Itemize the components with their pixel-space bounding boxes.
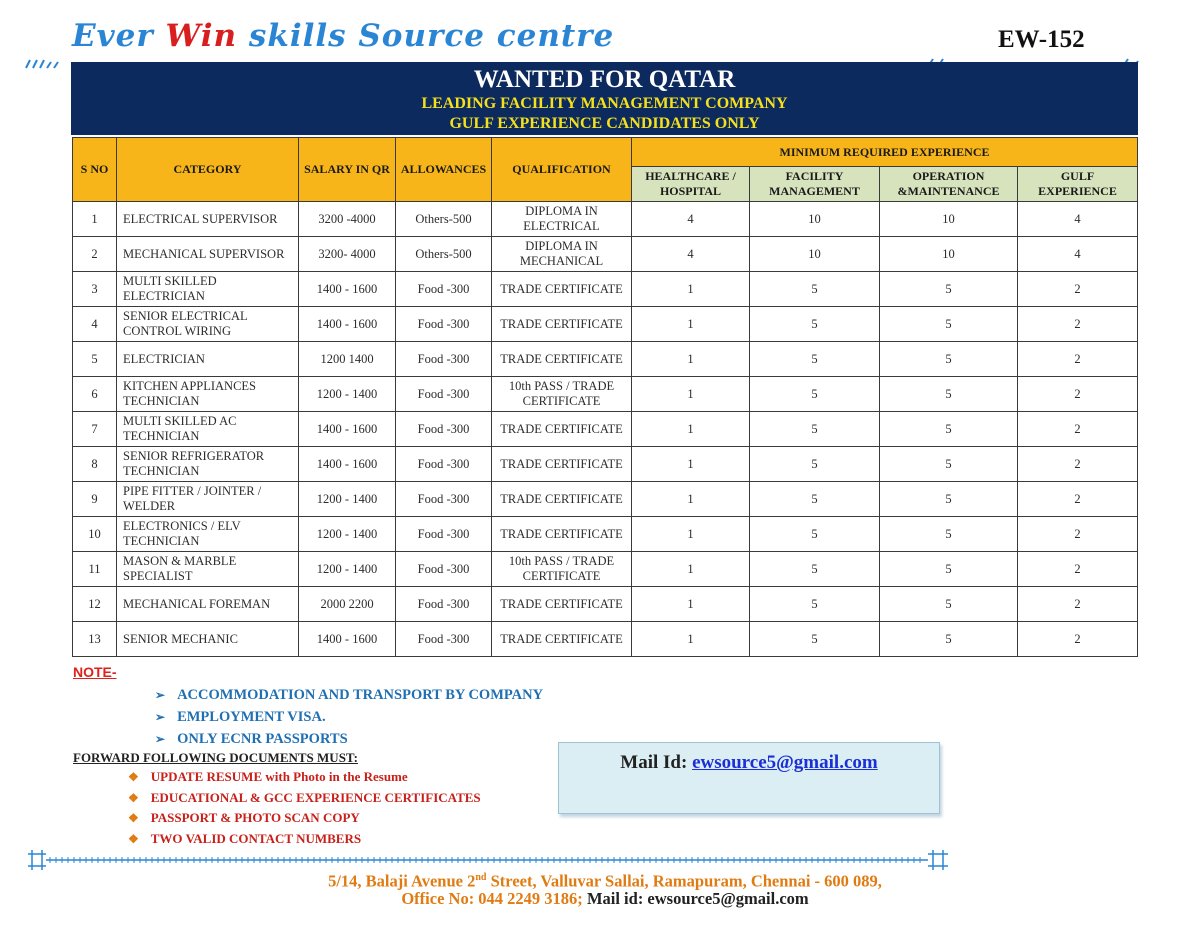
cell-allowance: Others-500 xyxy=(396,202,492,237)
doc-item xyxy=(128,808,481,829)
cell-exp-healthcare: 1 xyxy=(632,342,750,377)
cell-exp-gulf: 2 xyxy=(1018,587,1138,622)
doc-text: PASSPORT & PHOTO SCAN COPY xyxy=(150,810,360,825)
brand-win: Win xyxy=(165,18,238,54)
cell-sno: 12 xyxy=(73,587,117,622)
cell-qualification: 10th PASS / TRADE CERTIFICATE xyxy=(492,377,632,412)
note-text: EMPLOYMENT VISA. xyxy=(177,709,326,725)
table-row xyxy=(73,587,1138,622)
cell-qualification: TRADE CERTIFICATE xyxy=(492,307,632,342)
diamond-bullet-icon: ❖ xyxy=(128,790,139,805)
address-post: Street, Valluvar Sallai, Ramapuram, Chennai - 600 089, xyxy=(486,871,882,891)
cell-salary: 1400 - 1600 xyxy=(299,307,396,342)
cell-exp-healthcare: 1 xyxy=(632,587,750,622)
cell-category: KITCHEN APPLIANCES TECHNICIAN xyxy=(117,377,299,412)
cell-qualification: TRADE CERTIFICATE xyxy=(492,482,632,517)
cell-salary: 1200 - 1400 xyxy=(299,552,396,587)
cell-allowance: Food -300 xyxy=(396,412,492,447)
cell-exp-operation: 10 xyxy=(880,202,1018,237)
cell-allowance: Food -300 xyxy=(396,517,492,552)
cell-sno: 7 xyxy=(73,412,117,447)
cell-exp-gulf: 2 xyxy=(1018,272,1138,307)
cell-category: ELECTRICAL SUPERVISOR xyxy=(117,202,299,237)
arrow-bullet-icon: ➢ xyxy=(155,688,166,702)
cell-exp-healthcare: 1 xyxy=(632,482,750,517)
note-item xyxy=(155,684,543,706)
cell-sno: 13 xyxy=(73,622,117,657)
cell-exp-gulf: 2 xyxy=(1018,377,1138,412)
cell-exp-operation: 5 xyxy=(880,412,1018,447)
cell-exp-healthcare: 1 xyxy=(632,447,750,482)
cell-category: SENIOR REFRIGERATOR TECHNICIAN xyxy=(117,447,299,482)
cell-category: ELECTRICIAN xyxy=(117,342,299,377)
cell-exp-facility: 5 xyxy=(750,377,880,412)
header-experience-group: MINIMUM REQUIRED EXPERIENCE xyxy=(632,138,1138,167)
cell-exp-gulf: 4 xyxy=(1018,237,1138,272)
cell-exp-facility: 5 xyxy=(750,307,880,342)
header-banner xyxy=(71,62,1138,135)
brand-ever: Ever xyxy=(72,18,154,54)
cell-qualification: 10th PASS / TRADE CERTIFICATE xyxy=(492,552,632,587)
cell-exp-gulf: 2 xyxy=(1018,307,1138,342)
table-row xyxy=(73,272,1138,307)
cell-sno: 8 xyxy=(73,447,117,482)
cell-qualification: TRADE CERTIFICATE xyxy=(492,517,632,552)
cell-exp-facility: 5 xyxy=(750,272,880,307)
cell-category: MECHANICAL SUPERVISOR xyxy=(117,237,299,272)
table-row xyxy=(73,202,1138,237)
mail-link[interactable]: ewsource5@gmail.com xyxy=(692,752,878,773)
header-exp-gulf: GULF EXPERIENCE xyxy=(1018,167,1138,202)
cell-exp-gulf: 2 xyxy=(1018,622,1138,657)
cell-sno: 11 xyxy=(73,552,117,587)
cell-category: PIPE FITTER / JOINTER / WELDER xyxy=(117,482,299,517)
cell-exp-operation: 5 xyxy=(880,587,1018,622)
header-sno: S NO xyxy=(73,138,117,202)
mail-label: Mail Id: xyxy=(620,752,693,773)
table-row xyxy=(73,377,1138,412)
cell-exp-operation: 10 xyxy=(880,237,1018,272)
arrow-bullet-icon: ➢ xyxy=(155,710,166,724)
table-row xyxy=(73,447,1138,482)
diamond-bullet-icon: ❖ xyxy=(128,811,139,825)
cell-exp-operation: 5 xyxy=(880,482,1018,517)
doc-text: TWO VALID CONTACT NUMBERS xyxy=(150,830,362,846)
cell-exp-healthcare: 1 xyxy=(632,377,750,412)
cell-salary: 1400 - 1600 xyxy=(299,622,396,657)
cell-allowance: Food -300 xyxy=(396,307,492,342)
cell-sno: 2 xyxy=(73,237,117,272)
brand-rest: skills Source centre xyxy=(248,18,615,54)
cell-salary: 2000 2200 xyxy=(299,587,396,622)
forward-docs-title: FORWARD FOLLOWING DOCUMENTS MUST: xyxy=(73,750,358,765)
office-phone: Office No: 044 2249 3186; xyxy=(401,889,583,908)
note-text: ONLY ECNR PASSPORTS xyxy=(177,731,348,747)
table-row xyxy=(73,412,1138,447)
cell-category: MULTI SKILLED AC TECHNICIAN xyxy=(117,412,299,447)
header-exp-facility: FACILITY MANAGEMENT xyxy=(750,167,880,202)
cell-exp-gulf: 2 xyxy=(1018,447,1138,482)
cell-qualification: TRADE CERTIFICATE xyxy=(492,447,632,482)
cell-sno: 9 xyxy=(73,482,117,517)
cell-sno: 4 xyxy=(73,307,117,342)
banner-company: LEADING FACILITY MANAGEMENT COMPANY xyxy=(421,95,788,112)
cell-qualification: TRADE CERTIFICATE xyxy=(492,272,632,307)
cell-qualification: TRADE CERTIFICATE xyxy=(492,412,632,447)
note-label: NOTE- xyxy=(73,664,117,680)
cell-exp-facility: 5 xyxy=(750,342,880,377)
cell-exp-healthcare: 1 xyxy=(632,552,750,587)
banner-requirement: GULF EXPERIENCE CANDIDATES ONLY xyxy=(449,115,760,132)
cell-exp-facility: 5 xyxy=(750,482,880,517)
address-sup: nd xyxy=(475,872,487,883)
cell-sno: 1 xyxy=(73,202,117,237)
mail-line xyxy=(559,752,939,774)
cell-salary: 1200 - 1400 xyxy=(299,482,396,517)
cell-exp-operation: 5 xyxy=(880,622,1018,657)
cell-exp-operation: 5 xyxy=(880,307,1018,342)
cell-category: MULTI SKILLED ELECTRICIAN xyxy=(117,272,299,307)
cell-salary: 1400 - 1600 xyxy=(299,447,396,482)
table-row xyxy=(73,237,1138,272)
cell-exp-facility: 10 xyxy=(750,237,880,272)
cell-qualification: TRADE CERTIFICATE xyxy=(492,342,632,377)
cell-qualification: TRADE CERTIFICATE xyxy=(492,622,632,657)
cell-sno: 5 xyxy=(73,342,117,377)
cell-salary: 1200 - 1400 xyxy=(299,377,396,412)
cell-sno: 10 xyxy=(73,517,117,552)
cell-sno: 6 xyxy=(73,377,117,412)
cell-qualification: DIPLOMA IN ELECTRICAL xyxy=(492,202,632,237)
cell-exp-facility: 5 xyxy=(750,412,880,447)
doc-item xyxy=(128,767,481,788)
cell-exp-facility: 5 xyxy=(750,517,880,552)
table-row xyxy=(73,342,1138,377)
header-qualification: QUALIFICATION xyxy=(492,138,632,202)
cell-exp-facility: 10 xyxy=(750,202,880,237)
table-row xyxy=(73,482,1138,517)
cell-allowance: Food -300 xyxy=(396,482,492,517)
cell-exp-operation: 5 xyxy=(880,377,1018,412)
cell-exp-operation: 5 xyxy=(880,447,1018,482)
header-category: CATEGORY xyxy=(117,138,299,202)
cell-exp-gulf: 4 xyxy=(1018,202,1138,237)
cell-exp-operation: 5 xyxy=(880,552,1018,587)
cell-exp-facility: 5 xyxy=(750,447,880,482)
note-text: ACCOMMODATION AND TRANSPORT BY COMPANY xyxy=(177,687,544,703)
doc-text: UPDATE RESUME with Photo in the Resume xyxy=(150,769,408,784)
cell-salary: 3200 -4000 xyxy=(299,202,396,237)
diamond-bullet-icon: ❖ xyxy=(128,770,139,784)
cell-exp-healthcare: 1 xyxy=(632,517,750,552)
table-row xyxy=(73,622,1138,657)
cell-category: SENIOR ELECTRICAL CONTROL WIRING xyxy=(117,307,299,342)
cell-allowance: Food -300 xyxy=(396,622,492,657)
table-row xyxy=(73,552,1138,587)
cell-exp-healthcare: 1 xyxy=(632,412,750,447)
cell-allowance: Food -300 xyxy=(396,377,492,412)
cell-exp-operation: 5 xyxy=(880,517,1018,552)
cell-allowance: Food -300 xyxy=(396,587,492,622)
cell-category: MECHANICAL FOREMAN xyxy=(117,587,299,622)
cell-salary: 1200 - 1400 xyxy=(299,517,396,552)
cell-exp-healthcare: 4 xyxy=(632,237,750,272)
mail-box xyxy=(558,742,940,814)
header-salary: SALARY IN QR xyxy=(299,138,396,202)
arrow-bullet-icon: ➢ xyxy=(155,732,166,746)
header-exp-operation: OPERATION &MAINTENANCE xyxy=(880,167,1018,202)
ad-code: EW-152 xyxy=(998,26,1085,53)
footer-contact xyxy=(0,889,1200,909)
table-row xyxy=(73,307,1138,342)
doc-text: EDUCATIONAL & GCC EXPERIENCE CERTIFICATES xyxy=(150,789,481,805)
jobs-table xyxy=(72,137,1138,657)
note-item xyxy=(155,706,543,728)
cell-salary: 1200 1400 xyxy=(299,342,396,377)
diamond-bullet-icon: ❖ xyxy=(128,831,139,846)
cell-exp-gulf: 2 xyxy=(1018,482,1138,517)
cell-allowance: Food -300 xyxy=(396,342,492,377)
header-exp-healthcare: HEALTHCARE / HOSPITAL xyxy=(632,167,750,202)
cell-category: ELECTRONICS / ELV TECHNICIAN xyxy=(117,517,299,552)
cell-exp-gulf: 2 xyxy=(1018,342,1138,377)
cell-exp-healthcare: 1 xyxy=(632,272,750,307)
cell-salary: 1400 - 1600 xyxy=(299,412,396,447)
banner-title: WANTED FOR QATAR xyxy=(473,66,736,93)
cell-salary: 1400 - 1600 xyxy=(299,272,396,307)
cell-allowance: Food -300 xyxy=(396,447,492,482)
cell-exp-facility: 5 xyxy=(750,622,880,657)
cell-category: SENIOR MECHANIC xyxy=(117,622,299,657)
note-item xyxy=(155,728,543,750)
cell-exp-facility: 5 xyxy=(750,552,880,587)
cell-exp-gulf: 2 xyxy=(1018,412,1138,447)
cell-salary: 3200- 4000 xyxy=(299,237,396,272)
cell-qualification: DIPLOMA IN MECHANICAL xyxy=(492,237,632,272)
cell-qualification: TRADE CERTIFICATE xyxy=(492,587,632,622)
address-pre: 5/14, Balaji Avenue 2 xyxy=(328,871,476,891)
footer-mail: Mail id: ewsource5@gmail.com xyxy=(582,889,809,908)
brand-logo xyxy=(72,18,614,54)
cell-exp-gulf: 2 xyxy=(1018,517,1138,552)
cell-category: MASON & MARBLE SPECIALIST xyxy=(117,552,299,587)
forward-docs-list xyxy=(128,767,481,849)
doc-item xyxy=(128,829,481,850)
cell-exp-facility: 5 xyxy=(750,587,880,622)
cell-exp-operation: 5 xyxy=(880,342,1018,377)
doc-item xyxy=(128,788,481,809)
cell-exp-operation: 5 xyxy=(880,272,1018,307)
cell-exp-healthcare: 4 xyxy=(632,202,750,237)
cell-allowance: Food -300 xyxy=(396,552,492,587)
header-allowance: ALLOWANCES xyxy=(396,138,492,202)
note-list xyxy=(155,684,543,750)
cell-allowance: Others-500 xyxy=(396,237,492,272)
table-row xyxy=(73,517,1138,552)
cell-exp-gulf: 2 xyxy=(1018,552,1138,587)
cell-allowance: Food -300 xyxy=(396,272,492,307)
cell-sno: 3 xyxy=(73,272,117,307)
cell-exp-healthcare: 1 xyxy=(632,307,750,342)
cell-exp-healthcare: 1 xyxy=(632,622,750,657)
